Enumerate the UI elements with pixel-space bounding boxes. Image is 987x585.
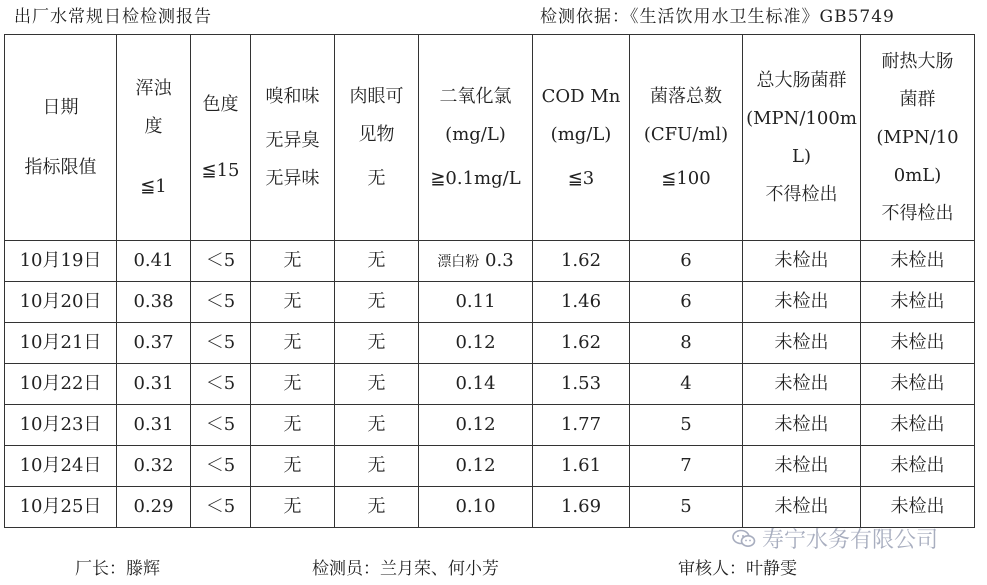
cell-date: 10月21日 [5,323,117,364]
cell-visible: 无 [335,364,419,405]
cell-turbidity: 0.37 [117,323,191,364]
cell-date: 10月24日 [5,446,117,487]
cell-chlorine: 0.12 [419,405,533,446]
cell-color: ＜5 [191,241,251,282]
header-date: 日期 指标限值 [5,35,117,241]
water-quality-table [4,34,975,528]
header-total-coliform: 总大肠菌群 (MPN/100m L) 不得检出 [743,35,861,241]
cell-color: ＜5 [191,282,251,323]
header-visible-matter: 肉眼可 见物 无 [335,35,419,241]
cell-odor: 无 [251,241,335,282]
cell-color: ＜5 [191,487,251,528]
cell-thermo: 未检出 [861,323,975,364]
cell-colony: 7 [630,446,743,487]
cell-color: ＜5 [191,446,251,487]
chlorine-value: 0.3 [485,249,514,271]
table-row [5,282,975,323]
director: 厂长：滕辉 [75,559,160,579]
cell-odor: 无 [251,487,335,528]
cell-thermo: 未检出 [861,487,975,528]
cell-chlorine: 0.10 [419,487,533,528]
cell-cod: 1.46 [533,282,630,323]
cell-turbidity: 0.29 [117,487,191,528]
cell-date: 10月23日 [5,405,117,446]
header-color: 色度 ≦15 [191,35,251,241]
cell-chlorine: 0.12 [419,446,533,487]
cell-visible: 无 [335,323,419,364]
cell-chlorine [419,241,533,282]
report-title: 出厂水常规日检检测报告 [14,7,212,27]
cell-coliform: 未检出 [743,323,861,364]
cell-coliform: 未检出 [743,487,861,528]
cell-visible: 无 [335,446,419,487]
wechat-icon [732,529,756,549]
cell-date: 10月19日 [5,241,117,282]
cell-date: 10月22日 [5,364,117,405]
header-thermotolerant-coliform: 耐热大肠 菌群 (MPN/10 0mL) 不得检出 [861,35,975,241]
cell-thermo: 未检出 [861,405,975,446]
cell-visible: 无 [335,241,419,282]
table-row [5,446,975,487]
cell-cod: 1.62 [533,323,630,364]
cell-color: ＜5 [191,364,251,405]
cell-cod: 1.77 [533,405,630,446]
cell-coliform: 未检出 [743,364,861,405]
table-row [5,241,975,282]
cell-odor: 无 [251,323,335,364]
cell-date: 10月25日 [5,487,117,528]
cell-thermo: 未检出 [861,364,975,405]
header-row [5,35,975,241]
cell-chlorine: 0.14 [419,364,533,405]
cell-odor: 无 [251,446,335,487]
table-row [5,487,975,528]
header-chlorine-dioxide: 二氧化氯 (mg/L) ≧0.1mg/L [419,35,533,241]
cell-turbidity: 0.41 [117,241,191,282]
watermark [732,523,938,554]
chlorine-prefix: 漂白粉 [437,253,480,270]
cell-thermo: 未检出 [861,282,975,323]
cell-odor: 无 [251,364,335,405]
cell-colony: 8 [630,323,743,364]
cell-coliform: 未检出 [743,241,861,282]
table-row [5,364,975,405]
cell-colony: 4 [630,364,743,405]
cell-cod: 1.69 [533,487,630,528]
cell-coliform: 未检出 [743,282,861,323]
cell-turbidity: 0.32 [117,446,191,487]
cell-cod: 1.62 [533,241,630,282]
watermark-text: 寿宁水务有限公司 [762,528,939,553]
standard-basis: 检测依据：《生活饮用水卫生标准》GB5749 [540,7,895,27]
cell-thermo: 未检出 [861,446,975,487]
cell-colony: 5 [630,405,743,446]
cell-color: ＜5 [191,405,251,446]
cell-colony: 5 [630,487,743,528]
table-row [5,405,975,446]
reviewer: 审核人：叶静雯 [678,559,797,579]
cell-turbidity: 0.31 [117,405,191,446]
cell-visible: 无 [335,405,419,446]
cell-colony: 6 [630,241,743,282]
cell-chlorine: 0.12 [419,323,533,364]
cell-thermo: 未检出 [861,241,975,282]
inspectors: 检测员：兰月荣、何小芳 [312,559,499,579]
cell-visible: 无 [335,282,419,323]
header-turbidity: 浑浊 度 ≦1 [117,35,191,241]
table-row [5,323,975,364]
cell-turbidity: 0.38 [117,282,191,323]
cell-cod: 1.61 [533,446,630,487]
header-colony-count: 菌落总数 (CFU/ml) ≦100 [630,35,743,241]
cell-cod: 1.53 [533,364,630,405]
cell-odor: 无 [251,282,335,323]
cell-odor: 无 [251,405,335,446]
cell-color: ＜5 [191,323,251,364]
cell-chlorine: 0.11 [419,282,533,323]
header-cod: COD Mn (mg/L) ≦3 [533,35,630,241]
cell-colony: 6 [630,282,743,323]
cell-visible: 无 [335,487,419,528]
header-odor: 嗅和味 无异臭 无异味 [251,35,335,241]
cell-turbidity: 0.31 [117,364,191,405]
cell-date: 10月20日 [5,282,117,323]
cell-coliform: 未检出 [743,446,861,487]
cell-coliform: 未检出 [743,405,861,446]
